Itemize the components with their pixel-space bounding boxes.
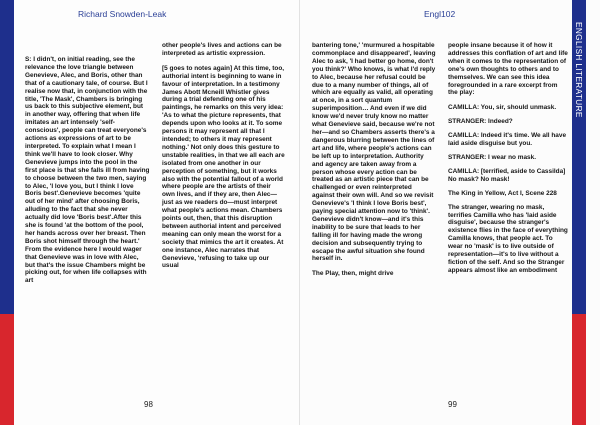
paragraph: people insane because it of how it addresses this conflation of art and life when it comes to the representation of one's own thoughts to others and to themselves. We can see this idea foregrounded in a rare excerpt from the play: (448, 42, 568, 97)
play-line: CAMILLA: Indeed it's time. We all have laid aside disguise but you. (448, 132, 567, 148)
right-page-number: 99 (448, 400, 457, 409)
right-running-head: Engl102 (424, 9, 456, 19)
left-column-1 (25, 56, 150, 291)
left-edge-bar-red (0, 314, 14, 425)
paragraph: The Play, then, might drive (312, 270, 394, 278)
right-edge-bar-red (572, 314, 586, 425)
paragraph: The stranger, wearing no mask, terrifies Camilla who has 'laid aside disguise', because the stranger's existence flies in the face of everything Camilla knows, that people act. To wear no 'mask' is to live outside of representation—it's to live without a fiction of the self. And so the Stranger appears almost like an embodiment (448, 203, 568, 274)
left-running-head: Richard Snowden-Leak (78, 9, 167, 19)
citation: The King in Yellow, Act I, Scene 228 (448, 189, 557, 197)
left-edge-bar-blue (0, 0, 14, 314)
spine-label (572, 22, 586, 118)
right-page (300, 0, 600, 425)
play-line: CAMILLA: [terrified, aside to Cassilda] No mask? No mask! (448, 167, 566, 183)
paragraph: bantering tone,' 'murmured a hospitable commonplace and disappeared', leaving Alec to ask, 'I had better go home, don't you think?' Who knows, is what I'd reply to Alec, because her refusal could be due to a many number of things, all of which are equally as valid, all operating at once, in a sort quantum superimposition… And even if we did know we'd never truly know no matter what Genevieve said, because we're not her—and so Chambers asserts there's a dangerous blurring between the lines of art and life, where people's actions can be left up to interpretation. Authority and agency are taken away from a person whose every action can be treated as an artistic piece that can be challenged or even reinterpreted against their own will. And so we revisit Genevieve's 'I think I love Boris best', paying special attention now to 'think'. Genevieve didn't know—and it's this inability to be sure that leads to her falling ill for having made the wrong decision and subsequently trying to escape the awful situation she found herself in. (312, 42, 436, 263)
left-column-2 (162, 42, 285, 276)
paragraph: S: I didn't, on initial reading, see the relevance the love triangle between Genevieve, Alec, and Boris, other than that of a cautionary tale, of course. But I realise now that, in conjunction with the title, 'The Mask', Chambers is bringing us back to this subjective element, but in another way, offering that when life imitates an art intensely 'self-conscious', people can treat everyone's actions as expressions of art to be interpreted. To explain what I mean I think we'll have to look closer. Why Genevieve jumps into the pool in the first place is that she falls ill from having to choose between the two men, saying to Alec, 'I love you, but I think I love Boris best'.Genevieve becomes 'quite out of her mind' after choosing Boris, alluding to the fact that she never actually did love 'Boris best'.After this she is found 'at the bottom of the pool, her hands across over her breast. Then Boris shot himself through the heart.' From the evidence here I would wager that Genevieve was in love with Alec, but that's the issue Chambers might be picking out, for when life collapses with art (25, 56, 150, 285)
right-column-1 (312, 42, 436, 284)
left-page-number: 98 (144, 400, 153, 409)
paragraph: other people's lives and actions can be interpreted as artistic expression. (162, 42, 282, 57)
spine-label-text: ENGLISH LITERATURE (574, 22, 583, 118)
right-column-2 (448, 42, 568, 281)
paragraph: [5 goes to notes again] At this time, too, authorial intent is beginning to wane in favour of interpretation. In a testimony James Abott Mcneill Whistler gives during a trial defending one of his paintings, he remarks on this very idea: 'As to what the picture represents, that depends upon who looks at it. To some persons it may represent all that I intended; to others it may represent nothing.' Not only does this gesture to unstable realities, in that we all each are isolated from one another in our perception of something, but it works also with the potential fallout of a world where people are the artists of their own lives, and if they are, then Alec—just as we readers do—must interpret what people's actions mean. Chambers points out, then, that this disruption between authorial intent and perceived meaning can only mean the worst for a society that mimics the art it creates. At one instance, Alec narrates that Genevieve, 'refusing to take up our usual (162, 64, 285, 270)
play-line: CAMILLA: You, sir, should unmask. (448, 104, 557, 112)
play-line: STRANGER: I wear no mask. (448, 153, 537, 161)
play-line: STRANGER: Indeed? (448, 118, 513, 126)
